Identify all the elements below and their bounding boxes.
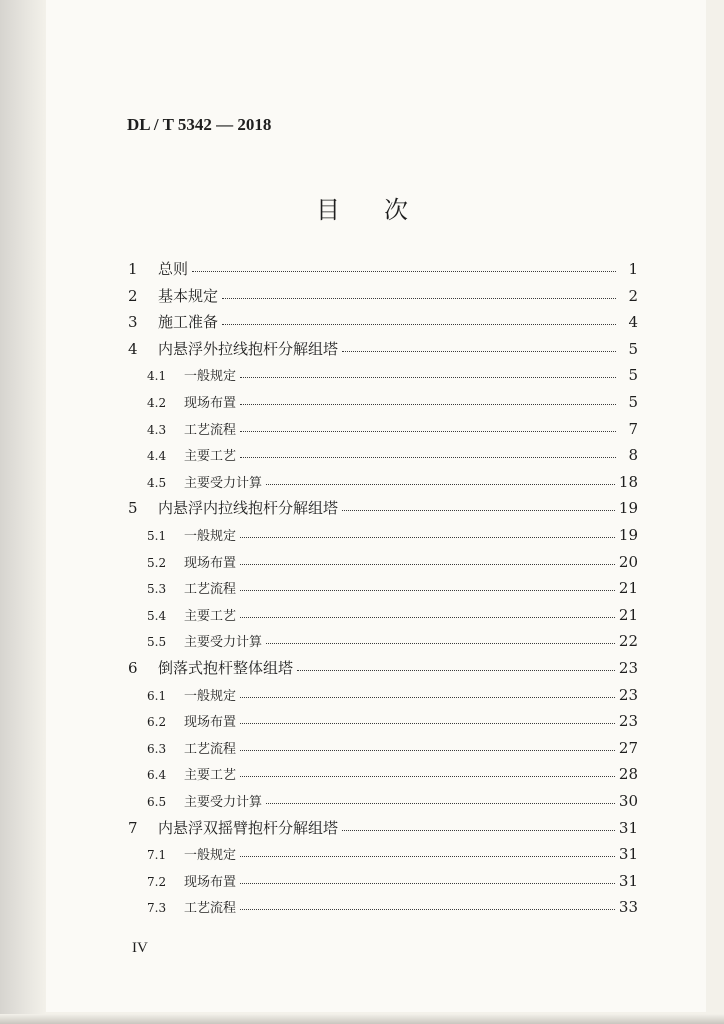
dot-leader (240, 521, 615, 538)
toc-entry-title: 主要受力计算 (184, 635, 263, 651)
toc-entry[interactable] (128, 655, 638, 681)
toc-entry-number: 2 (128, 286, 138, 305)
toc-entry-number: 7.1 (147, 848, 167, 863)
toc-entry[interactable] (128, 309, 638, 335)
toc-entry[interactable] (147, 389, 638, 415)
toc-entry-page: 4 (628, 313, 638, 332)
toc-entry-page: 21 (618, 605, 638, 624)
dot-leader (240, 840, 615, 857)
dot-leader (240, 893, 615, 910)
toc-entry-number: 4 (128, 339, 138, 358)
scan-bottom-edge (0, 1014, 724, 1024)
toc-entry[interactable] (147, 575, 638, 601)
toc-entry-title: 基本规定 (158, 286, 219, 305)
standard-code: DL / T 5342 — 2018 (127, 115, 272, 134)
toc-entry-title: 工艺流程 (184, 901, 237, 917)
toc-entry[interactable] (147, 469, 638, 495)
toc-entry-page: 2 (628, 286, 638, 305)
toc-entry[interactable] (147, 549, 638, 575)
toc-entry[interactable] (128, 815, 638, 841)
toc-entry-title: 内悬浮双摇臂抱杆分解组塔 (158, 818, 339, 837)
toc-entry-title: 总则 (158, 260, 189, 278)
toc-entry[interactable] (147, 708, 638, 734)
toc-entry-number: 4.5 (147, 475, 167, 490)
toc-entry[interactable] (147, 602, 638, 628)
dot-leader (240, 441, 616, 458)
dot-leader (297, 654, 615, 671)
dot-leader (240, 388, 616, 405)
toc-entry-number: 4.1 (147, 369, 167, 384)
dot-leader (240, 548, 615, 565)
toc-entry-title: 主要工艺 (184, 449, 237, 465)
dot-leader (240, 601, 615, 618)
page-folio: IV (132, 940, 148, 956)
toc-entry-title: 工艺流程 (184, 422, 237, 438)
toc-entry-title: 现场布置 (184, 396, 237, 411)
dot-leader (240, 760, 615, 777)
toc-entry[interactable] (128, 256, 638, 282)
toc-entry-title: 现场布置 (184, 715, 237, 731)
toc-entry[interactable] (147, 682, 638, 708)
toc-entry-number: 6.4 (147, 768, 167, 783)
dot-leader (222, 308, 616, 325)
dot-leader (240, 734, 615, 751)
toc-entry-page: 8 (628, 446, 638, 465)
dot-leader (266, 468, 615, 485)
toc-entry[interactable] (147, 522, 638, 548)
toc-entry-page: 23 (618, 685, 638, 704)
toc-entry-page: 22 (618, 632, 638, 651)
toc-entry-title: 一般规定 (184, 848, 237, 864)
toc-entry[interactable] (147, 416, 638, 442)
toc-entry-page: 5 (628, 339, 638, 358)
toc-entry-page: 31 (618, 845, 638, 864)
toc-entry-number: 6.1 (147, 688, 167, 703)
toc-entry-title: 主要工艺 (184, 768, 237, 784)
toc-entry-title: 内悬浮外拉线抱杆分解组塔 (158, 339, 339, 358)
toc-entry-number: 6 (128, 659, 138, 677)
toc-entry-page: 33 (618, 898, 638, 917)
toc-entry-page: 23 (618, 659, 638, 677)
toc-entry-number: 5 (128, 499, 138, 518)
toc-heading: 目次 (316, 196, 452, 224)
toc-entry-title: 一般规定 (184, 529, 237, 544)
toc-entry-number: 6.2 (147, 715, 167, 730)
toc-entry-title: 主要工艺 (184, 608, 237, 624)
dot-leader (240, 574, 615, 591)
toc-entry-title: 一般规定 (184, 369, 237, 385)
toc-entry-page: 18 (618, 472, 638, 491)
toc-entry-title: 现场布置 (184, 555, 237, 571)
toc-entry-number: 7 (128, 818, 138, 837)
toc-entry-page: 23 (618, 712, 638, 731)
toc-entry-title: 现场布置 (184, 874, 237, 890)
toc-entry-page: 19 (618, 526, 638, 544)
toc-entry-page: 5 (628, 366, 638, 385)
toc-entry-page: 20 (618, 552, 638, 571)
toc-entry[interactable] (147, 868, 638, 894)
toc-entry[interactable] (147, 735, 638, 761)
toc-entry-page: 31 (618, 818, 638, 837)
toc-entry[interactable] (147, 362, 638, 388)
toc-entry-number: 1 (128, 260, 138, 278)
toc-entry-number: 6.5 (147, 795, 167, 809)
toc-entry-number: 7.2 (147, 874, 167, 889)
toc-entry[interactable] (147, 442, 638, 468)
dot-leader (342, 335, 616, 352)
toc-entry-page: 7 (628, 419, 638, 438)
toc-entry[interactable] (147, 761, 638, 787)
dot-leader (240, 681, 615, 698)
toc-entry-page: 1 (628, 260, 638, 278)
dot-leader (266, 787, 615, 804)
toc-entry-number: 6.3 (147, 741, 167, 756)
toc-entry[interactable] (147, 894, 638, 920)
toc-entry-title: 主要受力计算 (184, 475, 263, 491)
toc-entry-page: 28 (618, 765, 638, 784)
toc-entry-page: 31 (618, 871, 638, 890)
toc-entry[interactable] (128, 495, 638, 521)
toc-entry-number: 5.2 (147, 555, 167, 570)
toc-entry-page: 21 (618, 579, 638, 598)
toc-entry-number: 4.2 (147, 396, 167, 410)
toc-entry-number: 3 (128, 313, 138, 332)
toc-entry-number: 4.3 (147, 422, 167, 437)
toc-entry-title: 施工准备 (158, 313, 219, 332)
toc-entry-number: 4.4 (147, 449, 167, 464)
toc-entry-title: 倒落式抱杆整体组塔 (158, 659, 294, 677)
toc-entry-number: 7.3 (147, 901, 167, 916)
toc-entry[interactable] (128, 283, 638, 309)
toc-entry-page: 5 (628, 393, 638, 411)
dot-leader (240, 867, 615, 884)
toc-entry-title: 一般规定 (184, 688, 237, 704)
dot-leader (240, 415, 616, 432)
toc-entry-number: 5.5 (147, 635, 167, 650)
dot-leader (240, 707, 615, 724)
toc-entry[interactable] (128, 336, 638, 362)
toc-entry-number: 5.1 (147, 529, 167, 543)
toc-entry-number: 5.4 (147, 608, 167, 623)
toc-entry[interactable] (147, 788, 638, 814)
dot-leader (342, 494, 615, 511)
toc-entry-page: 19 (618, 499, 638, 518)
dot-leader (192, 255, 616, 272)
toc-entry[interactable] (147, 841, 638, 867)
dot-leader (266, 627, 615, 644)
toc-entry-page: 30 (618, 792, 638, 810)
toc-entry-page: 27 (618, 738, 638, 757)
toc-entry[interactable] (147, 628, 638, 654)
toc-entry-title: 工艺流程 (184, 741, 237, 757)
toc-entry-title: 主要受力计算 (184, 795, 263, 810)
toc-entry-title: 内悬浮内拉线抱杆分解组塔 (158, 499, 339, 518)
dot-leader (240, 361, 616, 378)
dot-leader (222, 282, 616, 299)
scan-left-edge (0, 0, 46, 1024)
toc-entry-title: 工艺流程 (184, 582, 237, 598)
toc-entry-number: 5.3 (147, 582, 167, 597)
dot-leader (342, 814, 615, 831)
